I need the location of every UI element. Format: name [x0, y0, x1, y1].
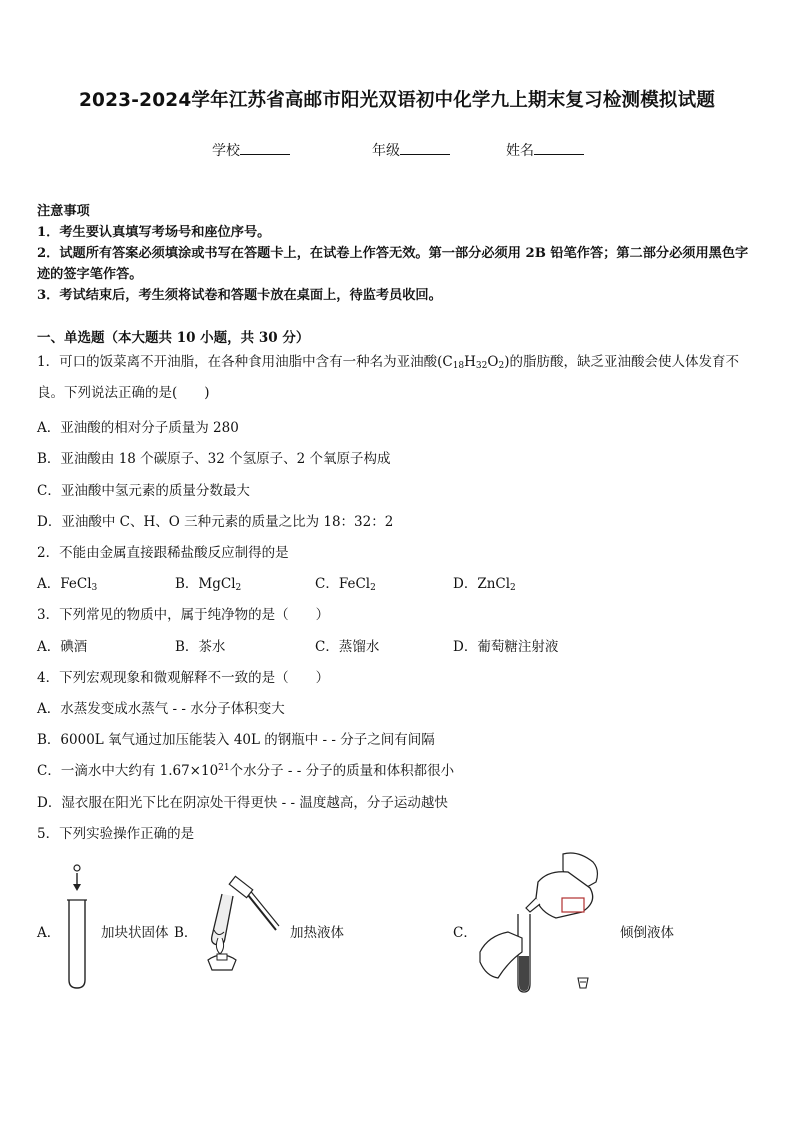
- page-title: 2023-2024学年江苏省高邮市阳光双语初中化学九上期末复习检测模拟试题: [78, 90, 716, 111]
- q4-option-b[interactable]: B．6000L 氧气通过加压能装入 40L 的钢瓶中 - - 分子之间有间隔: [37, 732, 435, 748]
- solid-particle: [74, 865, 80, 871]
- q3-option-d[interactable]: D．葡萄糖注射液: [453, 639, 559, 655]
- q2-b-sub: 2: [235, 583, 242, 593]
- q2-a-text: A．FeCl: [37, 576, 92, 592]
- figure-c-pouring: [478, 852, 608, 998]
- section-heading: 一、单选题（本大题共 10 小题，共 30 分）: [37, 330, 310, 346]
- q3-option-c[interactable]: C．蒸馏水: [315, 639, 380, 655]
- q2-option-b[interactable]: [175, 572, 241, 593]
- q1-o: O: [487, 354, 499, 370]
- q1-option-c[interactable]: C．亚油酸中氢元素的质量分数最大: [37, 483, 250, 499]
- q5-option-b-letter[interactable]: B．: [174, 925, 198, 941]
- q2-d-text: D．ZnCl: [453, 576, 511, 592]
- q4-option-a[interactable]: A．水蒸发变成水蒸气 - - 水分子体积变大: [37, 701, 285, 717]
- question-1-stem-line2: 良。下列说法正确的是( ): [37, 385, 210, 401]
- q2-c-sub: 2: [370, 583, 376, 593]
- notice-heading: 注意事项: [37, 204, 90, 219]
- q4-option-c[interactable]: [37, 759, 454, 779]
- question-4-stem: 4．下列宏观现象和微观解释不一致的是（ ）: [37, 670, 330, 686]
- q1-option-b[interactable]: B．亚油酸由 18 个碳原子、32 个氢原子、2 个氧原子构成: [37, 451, 391, 467]
- q1-sub-o: 2: [498, 361, 505, 371]
- grade-field: [372, 140, 450, 160]
- name-blank[interactable]: [534, 142, 584, 155]
- q5-option-b-caption: 加热液体: [290, 925, 344, 941]
- q2-option-a[interactable]: [37, 572, 97, 593]
- question-5-stem: 5．下列实验操作正确的是: [37, 826, 195, 842]
- school-field: [212, 140, 290, 160]
- q3-option-b[interactable]: B．茶水: [175, 639, 226, 655]
- name-field: [506, 140, 584, 160]
- q1-h: H: [464, 354, 476, 370]
- question-1-stem: [37, 347, 759, 381]
- q2-b-text: B．MgCl: [175, 576, 236, 592]
- q1-stem-part: 1．可口的饭菜离不开油脂，在各种食用油脂中含有一种名为亚油酸(C: [37, 354, 453, 370]
- question-2-stem: 2．不能由金属直接跟稀盐酸反应制得的是: [37, 545, 289, 561]
- grade-blank[interactable]: [400, 142, 450, 155]
- q2-c-text: C．FeCl: [315, 576, 371, 592]
- q1-option-a[interactable]: A．亚油酸的相对分子质量为 280: [37, 420, 239, 436]
- q1-stem-part2: )的脂肪酸，缺乏亚油酸会使人体发育不: [504, 354, 739, 370]
- school-label: 学校: [212, 143, 240, 159]
- q1-sub-h: 32: [475, 361, 488, 371]
- notice-block: [37, 201, 759, 306]
- q3-option-a[interactable]: A．碘酒: [37, 639, 88, 655]
- q1-option-d[interactable]: D．亚油酸中 C、H、O 三种元素的质量之比为 18：32：2: [37, 514, 394, 530]
- q5-option-a-caption: 加块状固体: [101, 925, 169, 941]
- q2-a-sub: 3: [91, 583, 98, 593]
- q2-option-c[interactable]: [315, 572, 376, 593]
- q5-option-c-caption: 倾倒液体: [620, 925, 674, 941]
- q4-c-text: C．一滴水中大约有 1.67×10: [37, 763, 219, 779]
- q5-option-c-letter[interactable]: C．: [453, 925, 477, 941]
- q4-c-sup: 21: [218, 763, 230, 773]
- notice-item-1: 1．考生要认真填写考场号和座位序号。: [37, 225, 271, 240]
- grade-label: 年级: [372, 143, 400, 159]
- q2-d-sub: 2: [510, 583, 516, 593]
- q5-option-a-letter[interactable]: A．: [37, 925, 61, 941]
- question-3-stem: 3．下列常见的物质中，属于纯净物的是（ ）: [37, 607, 330, 623]
- q4-c-tail: 个水分子 - - 分子的质量和体积都很小: [229, 763, 455, 779]
- figure-a-test-tube: [62, 862, 92, 992]
- notice-item-3: 3．考试结束后，考生须将试卷和答题卡放在桌面上，待监考员收回。: [37, 288, 442, 303]
- notice-item-2: 2．试题所有答案必须填涂或书写在答题卡上，在试卷上作答无效。第一部分必须用 2B 铅笔作答；第二部分必须用黑色字迹的签字笔作答。: [37, 246, 749, 282]
- figure-b-heating: [200, 880, 280, 975]
- school-blank[interactable]: [240, 142, 290, 155]
- name-label: 姓名: [506, 143, 534, 159]
- q4-option-d[interactable]: D．湿衣服在阳光下比在阴凉处干得更快 - - 温度越高，分子运动越快: [37, 795, 448, 811]
- q2-option-d[interactable]: [453, 572, 516, 593]
- q1-sub-c: 18: [452, 361, 465, 371]
